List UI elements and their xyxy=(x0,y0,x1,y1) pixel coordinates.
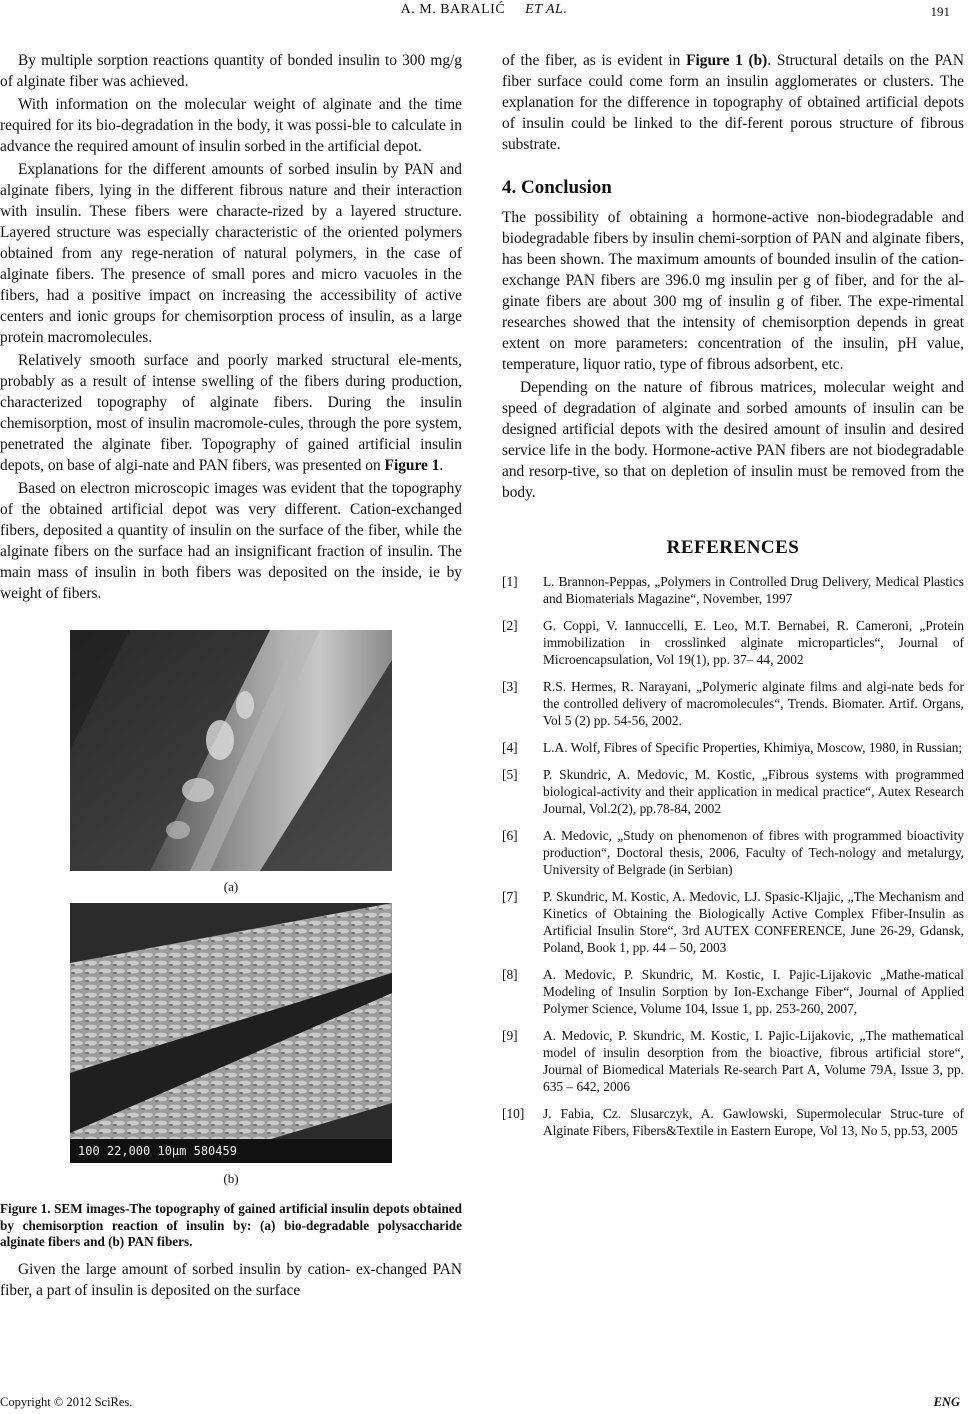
figure-1 xyxy=(0,630,462,1251)
paragraph-text: of the fiber, as is evident in xyxy=(502,52,687,69)
paragraph-text: Relatively smooth surface and poorly marked structural ele-ments, probably as a result of intense swelling of the fibers during production, characterized topography of alginate fibers. During the insulin chemisorption, most of insulin macromole-cules, through the pore system, penetrated the alginate fiber. Topography of gained artificial insulin depots, on base of algi-nate and PAN fibers, was presented on xyxy=(0,352,462,474)
page-number: 191 xyxy=(930,4,950,19)
footer-journal: ENG xyxy=(933,1395,960,1409)
reference-list xyxy=(502,573,964,1139)
reference-number: [6] xyxy=(502,828,518,843)
figure-caption: Figure 1. SEM images-The topography of gained artificial insulin depots obtained by chemisorption reaction of insulin by: (a) bio-degradable polysaccharide alginate fibers and (b) PAN fibers. xyxy=(0,1201,462,1249)
reference-item xyxy=(502,573,964,607)
reference-item xyxy=(502,827,964,878)
sem-databar: 100 22,000 10μm 580459 xyxy=(78,1144,237,1158)
figure-reference-tail: . xyxy=(439,457,444,474)
reference-text: P. Skundric, A. Medovic, M. Kostic, „Fibrous systems with programmed biological-activity and their application in medical practice“, Autex Research Journal, Vol.2(2), pp.78-84, 2002 xyxy=(543,767,964,816)
reference-text: A. Medovic, P. Skundric, M. Kostic, I. Pajic-Lijakovic „Mathe-matical Modeling of Insulin Sorption by Ion-Exchange Fiber“, Journal of Applied Polymer Science, Volume 104, Issue 1, pp. 253-260, 2007, xyxy=(543,967,964,1016)
reference-item xyxy=(502,617,964,668)
reference-number: [9] xyxy=(502,1028,518,1043)
reference-text: A. Medovic, „Study on phenomenon of fibres with programmed bioactivity production“, Doctoral thesis, 2006, Faculty of Tech-nology and metalurgy, University of Belgrade (in Serbian) xyxy=(543,828,964,877)
paragraph: Based on electron microscopic images was evident that the topography of the obtained artificial depot was very different. Cation-exchanged fibers, deposited a quantity of insulin on the surface of the fiber, while the alginate fibers on the surface had an insignificant fraction of insulin. The main mass of insulin in both fibers was deposited on the inside, ie by weight of fibers. xyxy=(0,480,462,602)
reference-number: [4] xyxy=(502,740,518,755)
reference-number: [1] xyxy=(502,574,518,589)
paragraph: Depending on the nature of fibrous matrices, molecular weight and speed of degradation of alginate and sorbed amounts of insulin can be designed artificial depots with the desired amount of insulin and desired service life in the body. Hormone-active PAN fibers are not biodegradable and resorp-tive, so that on depletion of insulin must be removed from the body. xyxy=(502,379,964,501)
reference-item xyxy=(502,888,964,956)
running-author: A. M. BARALIĆ xyxy=(400,2,506,17)
page-header xyxy=(0,0,968,26)
reference-item xyxy=(502,1027,964,1095)
reference-item xyxy=(502,766,964,817)
figure-sublabel-b: (b) xyxy=(223,1171,239,1186)
paragraph: Explanations for the different amounts of sorbed insulin by PAN and alginate fibers, lying in the different fibrous nature and their interaction with insulin. These fibers were characte-rized by a layered structure. Layered structure was especially characteristic of the oriented polymers obtained from any rege-neration of natural polymers, in the case of alginate fibers. The presence of small pores and micro vacuoles in the fibers, had a positive impact on increasing the accessibility of active centers and ionic groups for chemisorption process of insulin, as a large protein macromolecules. xyxy=(0,161,462,346)
left-column xyxy=(0,50,462,1303)
reference-number: [5] xyxy=(502,767,518,782)
reference-number: [8] xyxy=(502,967,518,982)
paragraph: Given the large amount of sorbed insulin by cation- ex-changed PAN fiber, a part of insulin is deposited on the surface xyxy=(0,1260,462,1299)
paragraph: With information on the molecular weight of alginate and the time required for its bio-degradation in the body, it was possi-ble to calculate in advance the required amount of insulin sorbed in the artificial depot. xyxy=(0,96,462,155)
reference-number: [3] xyxy=(502,679,518,694)
footer-copyright: Copyright © 2012 SciRes. xyxy=(0,1395,133,1409)
reference-number: [10] xyxy=(502,1106,525,1121)
running-etal: ET AL. xyxy=(525,2,568,17)
right-column xyxy=(502,50,964,1149)
reference-text: G. Coppi, V. Iannuccelli, E. Leo, M.T. Bernabei, R. Cameroni, „Protein immobilization in crosslinked alginate microparticles“, Journal of Microencapsulation, Vol 19(1), pp. 37– 44, 2002 xyxy=(543,618,964,667)
figure-sublabel-a: (a) xyxy=(223,879,239,894)
paragraph: By multiple sorption reactions quantity of bonded insulin to 300 mg/g of alginate fiber was achieved. xyxy=(0,52,462,90)
running-title xyxy=(0,2,968,18)
reference-text: R.S. Hermes, R. Narayani, „Polymeric alginate films and algi-nate beds for the controlled delivery of macromolecules“, Trends. Biomater. Artif. Organs, Vol 5 (2) pp. 54-56, 2002. xyxy=(543,679,964,728)
reference-item xyxy=(502,678,964,729)
paragraph-text: . Structural details on the PAN fiber surface could come form an insulin agglomerates or clusters. The explanation for the difference in topography of obtained artificial depots of insulin could be linked to the dif-ferent porous structure of fibrous substrate. xyxy=(502,52,964,153)
paragraph-continued xyxy=(502,50,964,155)
reference-item xyxy=(502,739,964,756)
reference-text: A. Medovic, P. Skundric, M. Kostic, I. Pajic-Lijakovic, „The mathematical model of insulin desorption from the bioactive, fibrous artificial store“, Journal of Biomedical Materials Re-search Part A, Volume 79A, Issue 3, pp. 635 – 642, 2006 xyxy=(543,1028,964,1094)
figure-reference: Figure 1 xyxy=(384,457,440,474)
reference-text: L.A. Wolf, Fibres of Specific Properties, Khimiya, Moscow, 1980, in Russian; xyxy=(543,740,963,755)
reference-item xyxy=(502,1105,964,1139)
reference-number: [7] xyxy=(502,889,518,904)
paragraph-with-figure-ref xyxy=(0,350,462,476)
reference-text: J. Fabia, Cz. Slusarczyk, A. Gawlowski, Supermolecular Struc-ture of Alginate Fibers, Fibers&Textile in Eastern Europe, Vol 13, No 5, pp.53, 2005 xyxy=(543,1106,964,1138)
reference-text: P. Skundric, M. Kostic, A. Medovic, LJ. Spasic-Kljajic, „The Mechanism and Kinetics of Obtaining the Biologically Active Complex Ffiber-Insulin as Artificial Insulin Store“, 3rd AUTEX CONFERENCE, June 26-29, Gdansk, Poland, Book 1, pp. 44 – 50, 2003 xyxy=(543,889,964,955)
sem-image-alginate xyxy=(70,630,392,871)
figure-reference: Figure 1 (b) xyxy=(686,52,768,69)
references-heading: REFERENCES xyxy=(666,537,800,558)
section-heading-conclusion: 4. Conclusion xyxy=(502,177,612,198)
reference-number: [2] xyxy=(502,618,518,633)
sem-image-pan xyxy=(70,903,392,1163)
paragraph: The possibility of obtaining a hormone-active non-biodegradable and biodegradable fibers by insulin chemi-sorption of PAN and alginate fibers, has been shown. The maximum amounts of bounded insulin of the cation-exchange PAN fibers are 396.0 mg insulin per g of fiber, and for the al-ginate fibers are about 300 mg of insulin g of fiber. The expe-rimental researches showed that the intensity of chemisorption depends in great extent on more parameters: concentration of the insulin, pH value, temperature, liquor ratio, type of fibrous adsorbent, etc. xyxy=(502,209,964,373)
reference-text: L. Brannon-Peppas, „Polymers in Controlled Drug Delivery, Medical Plastics and Biomaterials Magazine“, November, 1997 xyxy=(543,574,964,606)
reference-item xyxy=(502,966,964,1017)
